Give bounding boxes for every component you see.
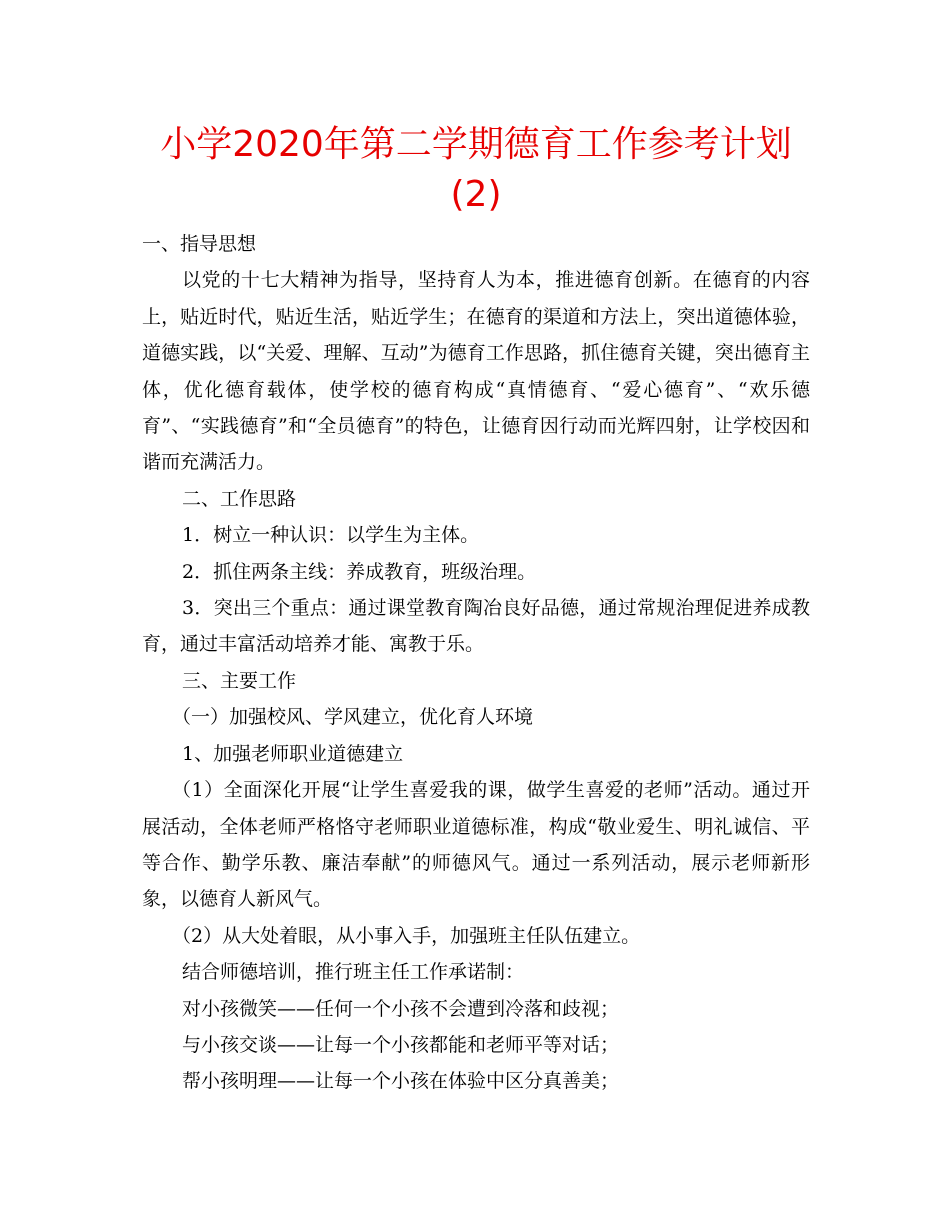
paragraph: 结合师德培训，推行班主任工作承诺制： bbox=[182, 961, 525, 984]
paragraph: 1、加强老师职业道德建立 bbox=[182, 742, 404, 765]
paragraph: 一、指导思想 bbox=[142, 233, 257, 255]
paragraph: 三、主要工作 bbox=[182, 669, 297, 692]
paragraph: 对小孩微笑——任何一个小孩不会遭到冷落和歧视； bbox=[182, 997, 620, 1020]
title-line-1: 小学2020年第二学期德育工作参考计划 bbox=[160, 124, 792, 165]
document-body bbox=[142, 226, 810, 1100]
paragraph: 1．树立一种认识：以学生为主体。 bbox=[182, 524, 480, 547]
paragraph: 与小孩交谈——让每一个小孩都能和老师平等对话； bbox=[182, 1033, 620, 1056]
document-page bbox=[142, 120, 810, 1100]
paragraph: 帮小孩明理——让每一个小孩在体验中区分真善美； bbox=[182, 1070, 620, 1093]
paragraph: （1）全面深化开展“让学生喜爱我的课，做学生喜爱的老师”活动。通过开展活动，全体老师严格恪守老师职业道德标准，构成“敬业爱生、明礼诚信、平等合作、勤学乐教、廉洁奉献”的师德风气。通过一系列活动，展示老师新形象，以德育人新风气。 bbox=[142, 779, 810, 911]
paragraph: 二、工作思路 bbox=[182, 487, 297, 510]
paragraph: （2）从大处着眼，从小事入手，加强班主任队伍建立。 bbox=[172, 924, 641, 947]
document-title bbox=[142, 120, 810, 220]
paragraph: 以党的十七大精神为指导，坚持育人为本，推进德育创新。在德育的内容上，贴近时代，贴近生活，贴近学生；在德育的渠道和方法上，突出道德体验，道德实践，以“关爱、理解、互动”为德育工作思路，抓住德育关键，突出德育主体，优化德育载体，使学校的德育构成“真情德育、“爱心德育”、“欢乐德育”、“实践德育”和“全员德育”的特色，让德育因行动而光辉四射，让学校因和谐而充满活力。 bbox=[142, 269, 810, 474]
title-line-2: (2) bbox=[450, 174, 502, 215]
paragraph: 2．抓住两条主线：养成教育，班级治理。 bbox=[182, 560, 537, 583]
paragraph: （一）加强校风、学风建立，优化育人环境 bbox=[172, 706, 534, 729]
paragraph: 3．突出三个重点：通过课堂教育陶冶良好品德，通过常规治理促进养成教育，通过丰富活动培养才能、寓教于乐。 bbox=[142, 597, 810, 656]
